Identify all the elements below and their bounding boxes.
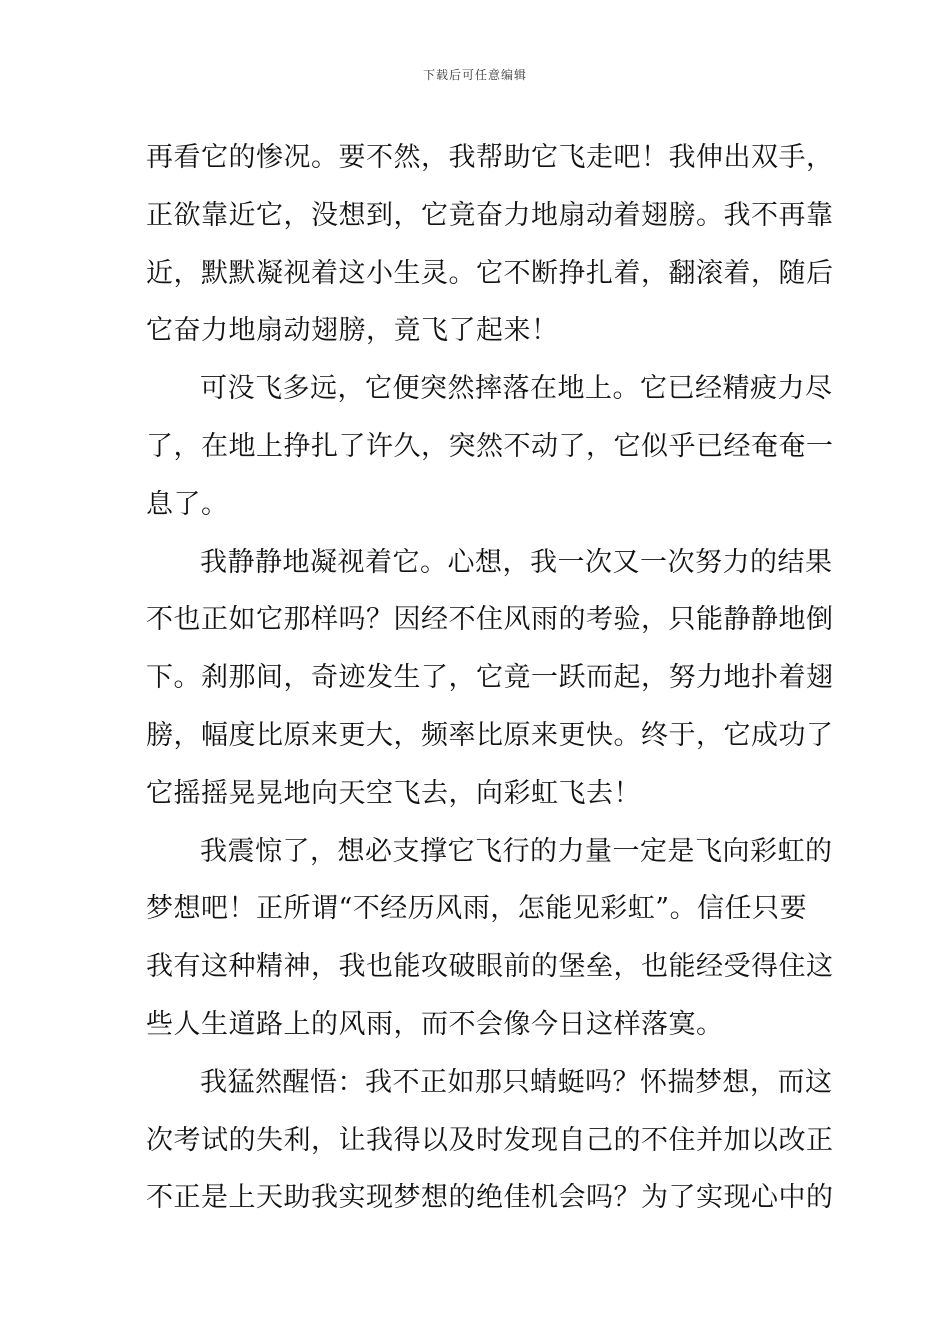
document-body — [146, 129, 834, 1227]
text-line: 下。刹那间，奇迹发生了，它竟一跃而起，努力地扑着翅 — [146, 662, 834, 694]
text-line: 了，在地上挣扎了许久，突然不动了，它似乎已经奄奄一 — [146, 430, 834, 462]
text-line: 近，默默凝视着这小生灵。它不断挣扎着，翻滚着，随后 — [146, 257, 834, 289]
text-line: 我猛然醒悟：我不正如那只蜻蜓吗？怀揣梦想，而这 — [200, 1066, 833, 1098]
text-line: 正欲靠近它，没想到，它竟奋力地扇动着翅膀。我不再靠 — [146, 199, 834, 231]
text-line: 它摇摇晃晃地向天空飞去，向彩虹飞去！ — [146, 777, 641, 809]
page-header: 下载后可任意编辑 — [422, 68, 527, 82]
text-line: 可没飞多远，它便突然摔落在地上。它已经精疲力尽 — [200, 373, 833, 405]
text-line: 梦想吧！正所谓“不经历风雨，怎能见彩虹”。信任只要 — [146, 893, 808, 925]
text-line: 膀，幅度比原来更大，频率比原来更快。终于，它成功了 — [146, 719, 834, 751]
text-line: 息了。 — [146, 488, 229, 520]
text-line: 我震惊了，想必支撑它飞行的力量一定是飞向彩虹的 — [200, 835, 833, 867]
text-line: 它奋力地扇动翅膀，竟飞了起来！ — [146, 315, 559, 347]
text-line: 次考试的失利，让我得以及时发现自己的不住并加以改正 — [146, 1124, 834, 1156]
text-line: 不正是上天助我实现梦想的绝佳机会吗？为了实现心中的 — [146, 1182, 834, 1214]
text-line: 些人生道路上的风雨，而不会像今日这样落寞。 — [146, 1008, 724, 1040]
text-line: 不也正如它那样吗？因经不住风雨的考验，只能静静地倒 — [146, 604, 834, 636]
text-line: 再看它的惨况。要不然，我帮助它飞走吧！我伸出双手， — [146, 142, 834, 173]
text-line: 我有这种精神，我也能攻破眼前的堡垒，也能经受得住这 — [146, 951, 834, 983]
text-line: 我静静地凝视着它。心想，我一次又一次努力的结果 — [200, 546, 833, 578]
